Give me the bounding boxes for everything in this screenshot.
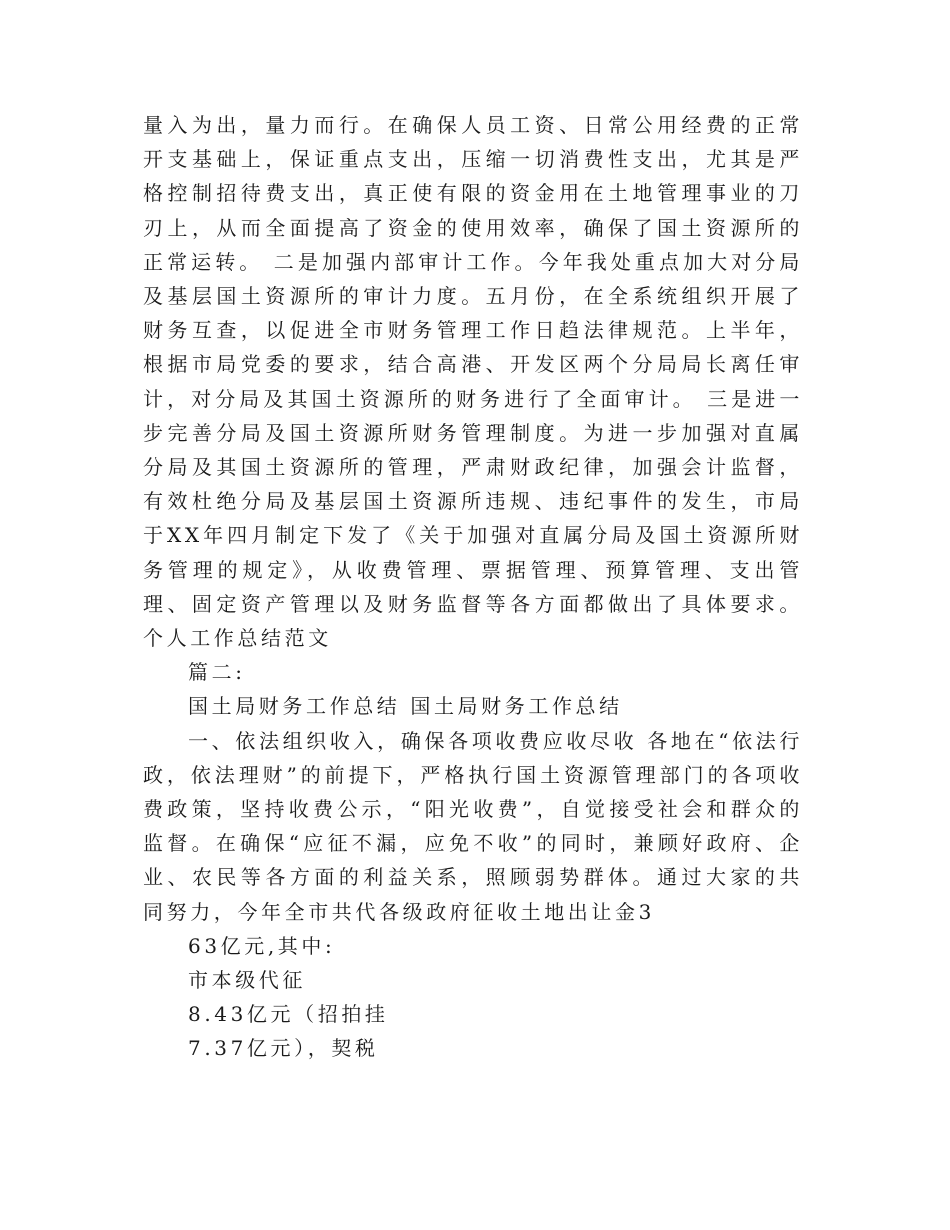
section-paragraph: 一、依法组织收入，确保各项收费应收尽收 各地在“依法行政，依法理财”的前提下，严格执行国土资源管理部门的各项收费政策，坚持收费公示，“阳光收费”，自觉接受社会和群众的监督。在确保“应征不漏，应免不收”的同时，兼顾好政府、企业、农民等各方面的利益关系，照顾弱势群体。通过大家的共同努力，今年全市共代各级政府征收土地出让金3 [143,728,803,924]
text-fragment: 63亿元,其中: [188,933,336,958]
section-label: 篇二: [188,660,246,685]
text-fragment: 7.37亿元），契税 [188,1036,379,1061]
document-page [143,108,803,1066]
body-paragraph: 量入为出，量力而行。在确保人员工资、日常公用经费的正常开支基础上，保证重点支出，压缩一切消费性支出，尤其是严格控制招待费支出，真正使有限的资金用在土地管理事业的刀刃上，从而全面提高了资金的使用效率，确保了国土资源所的正常运转。 二是加强内部审计工作。今年我处重点加大对分局及基层国土资源所的审计力度。五月份，在全系统组织开展了财务互查，以促进全市财务管理工作日趋法律规范。上半年，根据市局党委的要求，结合高港、开发区两个分局局长离任审计，对分局及其国土资源所的财务进行了全面审计。 三是进一步完善分局及国土资源所财务管理制度。为进一步加强对直属分局及其国土资源所的管理，严肃财政纪律，加强会计监督，有效杜绝分局及基层国土资源所违规、违纪事件的发生，市局于XX年四月制定下发了《关于加强对直属分局及国土资源所财务管理的规定》，从收费管理、票据管理、预算管理、支出管理、固定资产管理以及财务监督等各方面都做出了具体要求。 个人工作总结范文 [143,113,803,651]
text-fragment: 市本级代征 [188,968,306,993]
section-heading: 国土局财务工作总结 国土局财务工作总结 [188,694,623,719]
text-fragment: 8.43亿元（招拍挂 [188,1002,389,1027]
